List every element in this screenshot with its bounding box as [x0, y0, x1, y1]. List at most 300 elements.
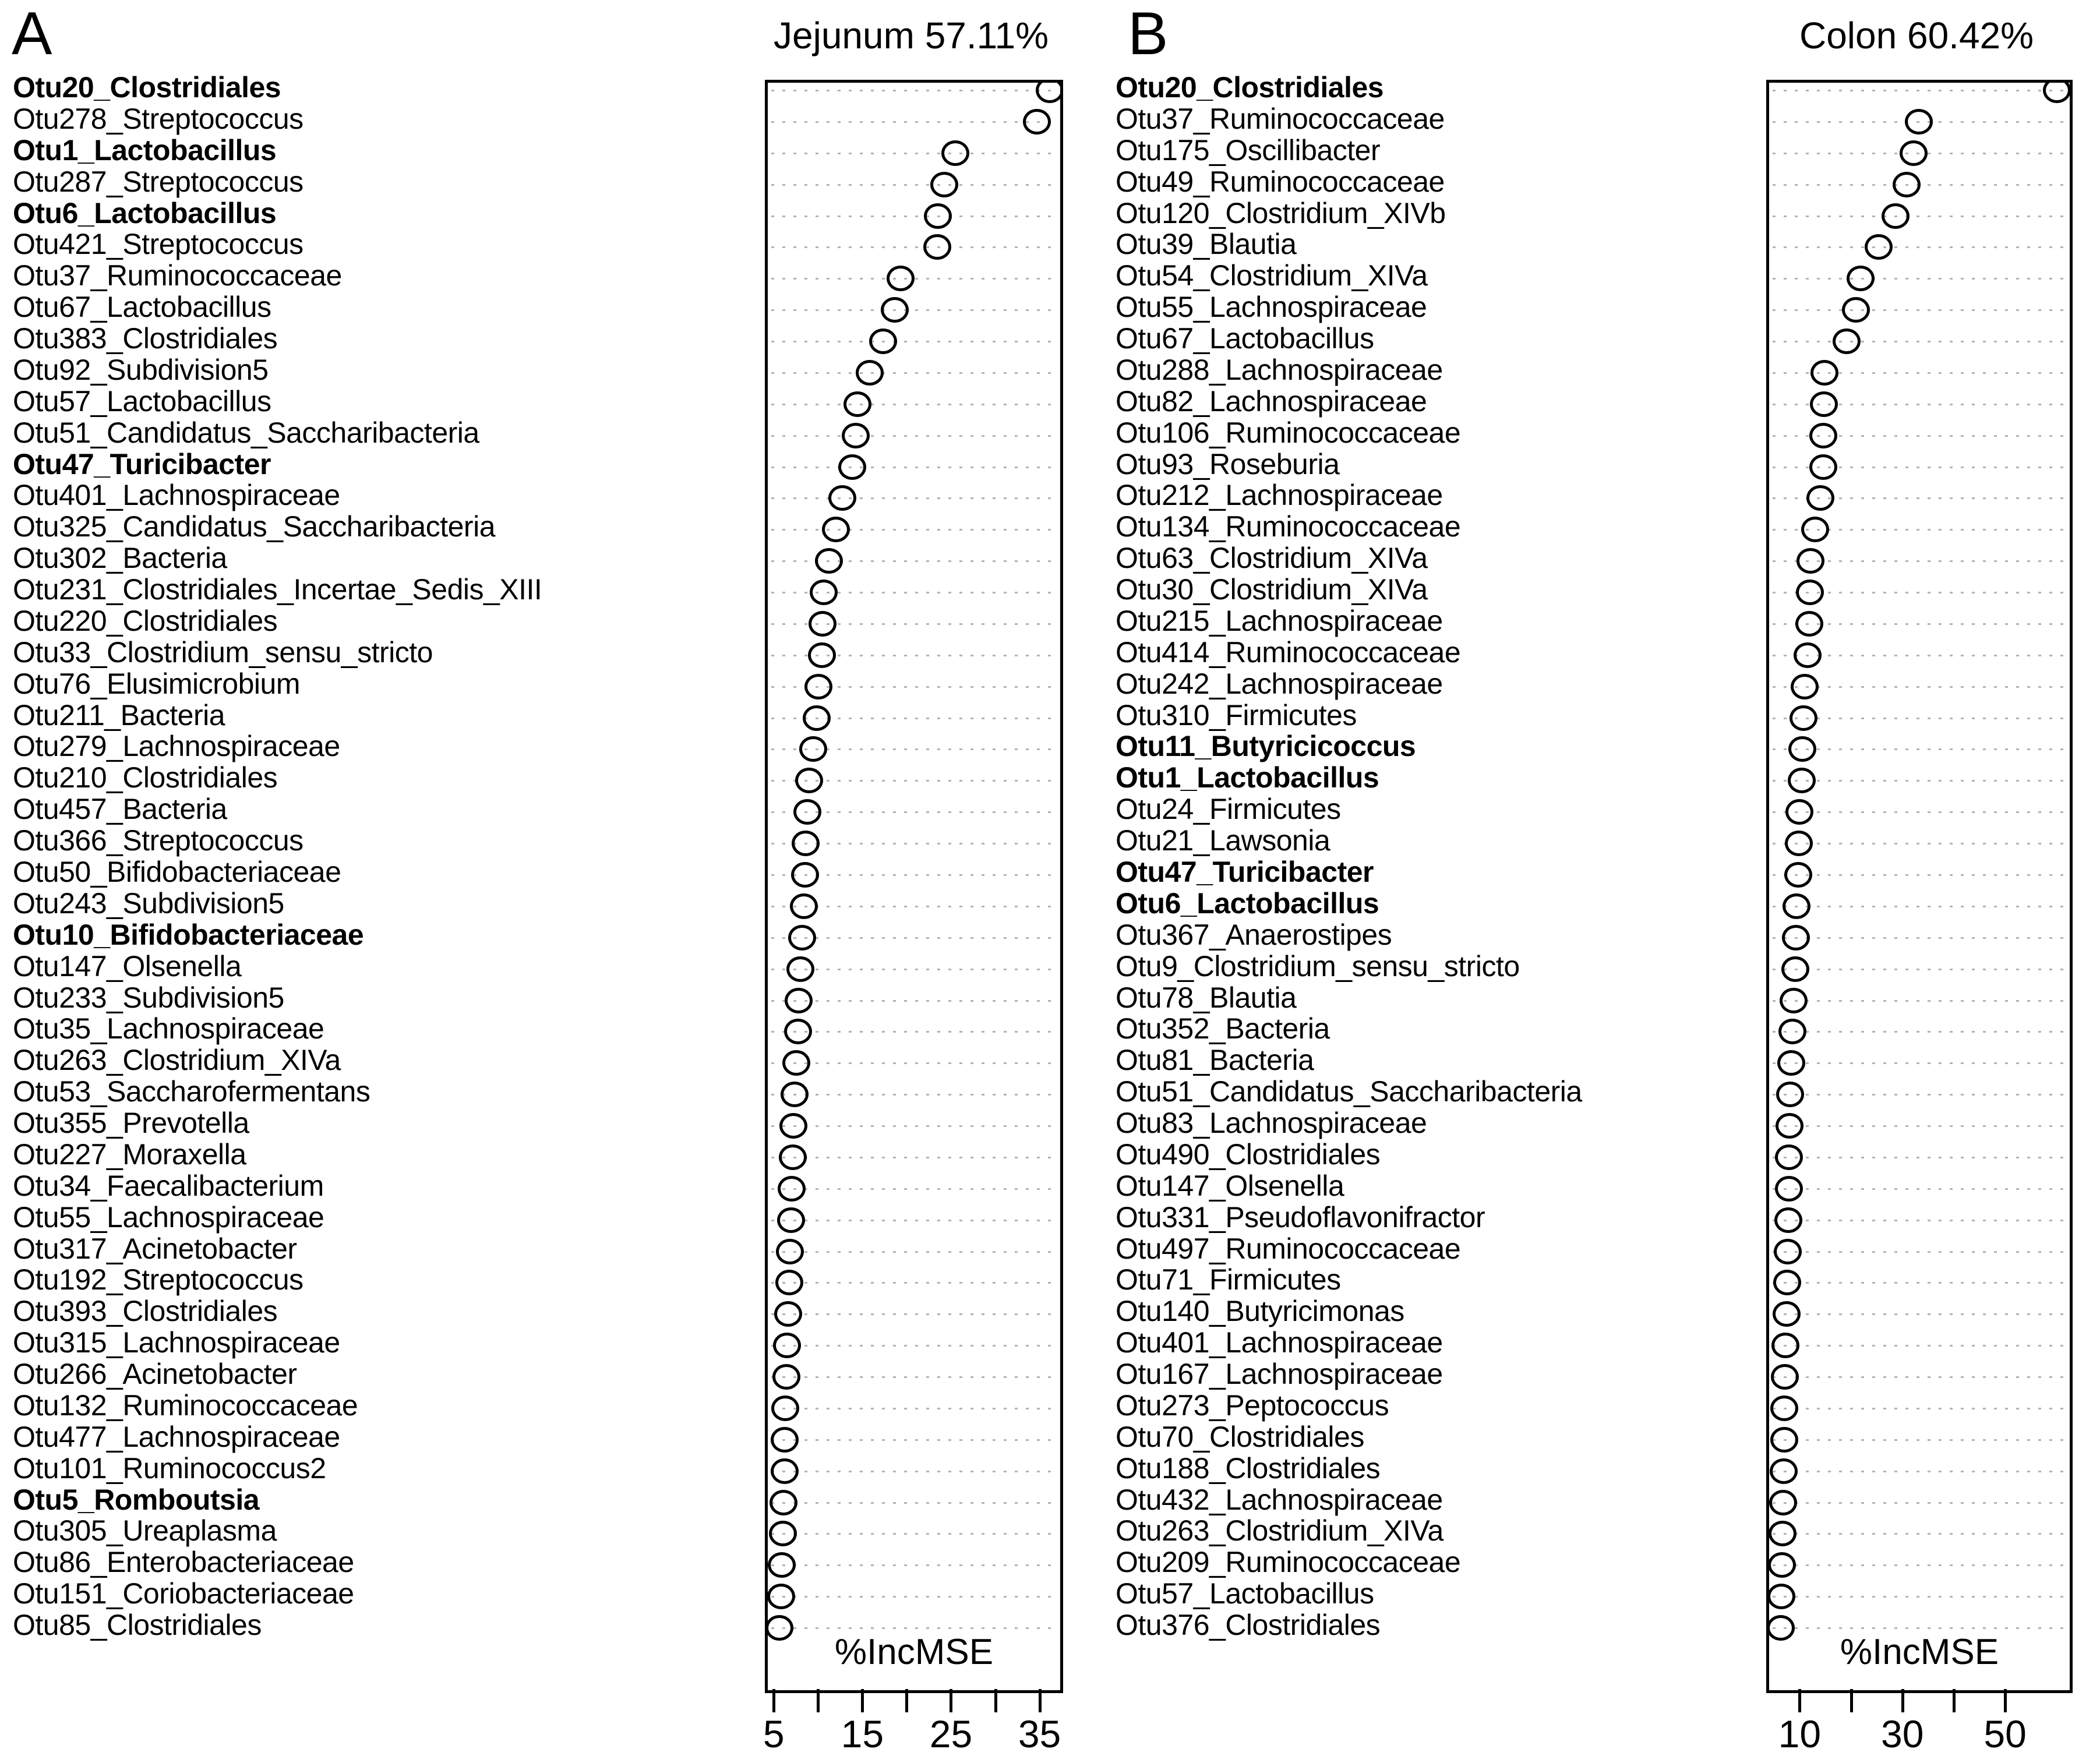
otu-label: Otu302_Bacteria: [13, 542, 227, 575]
otu-label: Otu47_Turicibacter: [13, 447, 271, 481]
importance-point: [1900, 140, 1928, 166]
otu-label: Otu175_Oscillibacter: [1116, 133, 1381, 167]
x-axis-label-a: %IncMSE: [834, 1632, 994, 1672]
otu-label: Otu35_Lachnospiraceae: [13, 1012, 324, 1045]
row-gridline: [771, 435, 1057, 437]
x-axis-tick: [905, 1689, 908, 1712]
row-gridline: [1773, 435, 2066, 437]
otu-label: Otu53_Saccharofermentans: [13, 1075, 370, 1108]
otu-label: Otu67_Lactobacillus: [13, 291, 271, 324]
row-gridline: [771, 811, 1057, 813]
row-gridline: [1773, 1564, 2066, 1566]
row-gridline: [1773, 1251, 2066, 1253]
row-gridline: [771, 153, 1057, 154]
row-gridline: [1773, 1157, 2066, 1158]
importance-point: [1797, 548, 1824, 574]
otu-label: Otu20_Clostridiales: [1116, 71, 1384, 104]
otu-label: Otu54_Clostridium_XIVa: [1116, 259, 1428, 292]
importance-point: [1784, 862, 1812, 888]
otu-label: Otu10_Bifidobacteriaceae: [13, 918, 364, 951]
importance-point: [771, 1458, 799, 1484]
otu-label: Otu242_Lachnospiraceae: [1116, 667, 1443, 700]
otu-label: Otu477_Lachnospiraceae: [13, 1420, 340, 1453]
importance-point: [1782, 925, 1810, 951]
importance-point: [776, 1239, 804, 1264]
importance-point: [1023, 109, 1051, 135]
otu-label: Otu325_Candidatus_Saccharibacteria: [13, 510, 495, 543]
x-axis-tick-label: 5: [763, 1712, 785, 1755]
row-gridline: [771, 1188, 1057, 1190]
otu-label: Otu47_Turicibacter: [1116, 856, 1374, 888]
row-gridline: [1773, 246, 2066, 248]
row-gridline: [771, 718, 1057, 719]
importance-point: [792, 831, 820, 856]
row-gridline: [1773, 592, 2066, 593]
otu-label: Otu120_Clostridium_XIVb: [1116, 196, 1446, 229]
otu-label: Otu383_Clostridiales: [13, 322, 278, 355]
importance-point: [1776, 1082, 1804, 1107]
row-gridline: [771, 843, 1057, 845]
importance-point: [771, 1427, 799, 1453]
otu-label: Otu147_Olsenella: [13, 949, 242, 983]
importance-point: [795, 768, 823, 793]
importance-point: [838, 454, 866, 480]
row-gridline: [1773, 1125, 2066, 1127]
otu-label: Otu5_Romboutsia: [13, 1483, 260, 1516]
otu-label: Otu211_Bacteria: [13, 698, 225, 732]
x-axis-tick: [1798, 1689, 1801, 1712]
importance-point: [1847, 266, 1875, 291]
importance-point: [1780, 988, 1808, 1013]
row-gridline: [1773, 1031, 2066, 1033]
importance-point: [828, 485, 856, 511]
row-gridline: [771, 1564, 1057, 1566]
otu-label: Otu367_Anaerostipes: [1116, 918, 1392, 951]
importance-point: [815, 548, 843, 574]
importance-point: [1774, 1239, 1802, 1264]
x-axis-tick: [1901, 1689, 1904, 1712]
row-gridline: [1773, 1345, 2066, 1347]
otu-label: Otu497_Ruminococcaceae: [1116, 1232, 1461, 1265]
importance-point: [778, 1176, 806, 1202]
row-gridline: [771, 1376, 1057, 1378]
otu-label: Otu288_Lachnospiraceae: [1116, 353, 1443, 386]
otu-label: Otu50_Bifidobacteriaceae: [13, 856, 341, 888]
importance-point: [1774, 1207, 1802, 1233]
row-gridline: [771, 780, 1057, 782]
importance-point: [782, 1050, 810, 1076]
otu-label: Otu85_Clostridiales: [13, 1609, 262, 1642]
importance-point: [786, 956, 814, 982]
row-gridline: [771, 1596, 1057, 1598]
importance-point: [1905, 109, 1933, 135]
otu-label: Otu81_Bacteria: [1116, 1044, 1314, 1077]
otu-label: Otu6_Lactobacillus: [1116, 886, 1379, 920]
otu-label: Otu93_Roseburia: [1116, 447, 1340, 481]
importance-point: [1770, 1458, 1798, 1484]
row-gridline: [771, 1408, 1057, 1409]
otu-label: Otu1_Lactobacillus: [1116, 761, 1379, 794]
row-gridline: [1773, 341, 2066, 342]
row-gridline: [771, 1313, 1057, 1315]
otu-label: Otu401_Lachnospiraceae: [1116, 1326, 1443, 1359]
otu-label: Otu55_Lachnospiraceae: [1116, 291, 1427, 324]
otu-label: Otu393_Clostridiales: [13, 1295, 278, 1328]
row-gridline: [771, 529, 1057, 531]
row-gridline: [1773, 937, 2066, 939]
importance-point: [769, 1521, 797, 1546]
otu-label: Otu490_Clostridiales: [1116, 1137, 1381, 1171]
otu-label: Otu210_Clostridiales: [13, 761, 278, 794]
row-gridline: [1773, 1471, 2066, 1472]
otu-label: Otu34_Faecalibacterium: [13, 1169, 324, 1202]
importance-point: [788, 925, 816, 951]
importance-point: [1809, 454, 1837, 480]
panel-letter-b: B: [1128, 0, 1169, 68]
row-gridline: [771, 1157, 1057, 1158]
importance-point: [1785, 799, 1813, 825]
row-gridline: [1773, 529, 2066, 531]
x-axis-tick: [1039, 1689, 1042, 1712]
importance-point: [1795, 611, 1823, 637]
importance-point: [843, 391, 871, 417]
row-gridline: [771, 1094, 1057, 1096]
importance-point: [1768, 1552, 1796, 1578]
row-gridline: [771, 341, 1057, 342]
row-gridline: [1773, 1062, 2066, 1064]
importance-point: [856, 360, 884, 386]
x-axis-tick: [994, 1689, 997, 1712]
otu-label: Otu37_Ruminococcaceae: [1116, 102, 1445, 135]
row-gridline: [1773, 1094, 2066, 1096]
row-gridline: [1773, 1502, 2066, 1504]
row-gridline: [771, 1220, 1057, 1221]
otu-label: Otu11_Butyricicoccus: [1116, 730, 1416, 763]
otu-label: Otu70_Clostridiales: [1116, 1420, 1364, 1453]
otu-label: Otu132_Ruminococcaceae: [13, 1389, 358, 1422]
plot-title-colon: Colon 60.42%: [1799, 15, 2034, 56]
importance-point: [1790, 705, 1817, 731]
row-gridline: [1773, 1533, 2066, 1535]
otu-label: Otu352_Bacteria: [1116, 1012, 1330, 1045]
row-gridline: [1773, 874, 2066, 876]
row-gridline: [771, 1471, 1057, 1472]
row-gridline: [1773, 906, 2066, 907]
row-gridline: [771, 937, 1057, 939]
otu-label: Otu273_Peptococcus: [1116, 1389, 1389, 1422]
row-gridline: [771, 404, 1057, 405]
x-axis-tick: [2004, 1689, 2007, 1712]
importance-point: [1776, 1113, 1803, 1139]
x-axis-tick-label: 50: [1983, 1712, 2027, 1755]
otu-label: Otu231_Clostridiales_Incertae_Sedis_XIII: [13, 573, 542, 606]
importance-point: [771, 1395, 799, 1421]
row-gridline: [771, 309, 1057, 311]
row-gridline: [1773, 655, 2066, 656]
otu-label: Otu6_Lactobacillus: [13, 196, 277, 229]
row-gridline: [771, 1439, 1057, 1441]
otu-label: Otu317_Acinetobacter: [13, 1232, 297, 1265]
importance-point: [869, 328, 897, 354]
otu-label: Otu278_Streptococcus: [13, 102, 303, 135]
otu-label: Otu92_Subdivision5: [13, 353, 269, 386]
x-axis-tick-label: 15: [841, 1712, 884, 1755]
row-gridline: [1773, 1627, 2066, 1629]
importance-point: [777, 1207, 805, 1233]
importance-point: [781, 1082, 809, 1107]
importance-point: [1769, 1521, 1797, 1546]
importance-point: [767, 1584, 795, 1609]
row-gridline: [771, 497, 1057, 499]
importance-point: [785, 988, 813, 1013]
importance-point: [1893, 172, 1921, 197]
row-gridline: [1773, 309, 2066, 311]
importance-point: [790, 893, 818, 919]
row-gridline: [771, 1282, 1057, 1284]
importance-point: [1865, 234, 1893, 260]
otu-label: Otu33_Clostridium_sensu_stricto: [13, 635, 433, 669]
importance-point: [1773, 1270, 1801, 1295]
row-gridline: [1773, 153, 2066, 154]
row-gridline: [1773, 560, 2066, 562]
importance-point: [1785, 831, 1813, 856]
x-axis-tick: [1953, 1689, 1956, 1712]
otu-label: Otu37_Ruminococcaceae: [13, 259, 342, 292]
plot-title-jejunum: Jejunum 57.11%: [774, 15, 1049, 56]
row-gridline: [1773, 843, 2066, 845]
row-gridline: [1773, 1596, 2066, 1598]
importance-point: [1794, 642, 1822, 668]
otu-label: Otu63_Clostridium_XIVa: [1116, 542, 1428, 575]
otu-label: Otu305_Ureaplasma: [13, 1514, 277, 1548]
importance-point: [2043, 80, 2071, 103]
row-gridline: [771, 1251, 1057, 1253]
importance-point: [1036, 80, 1063, 103]
row-gridline: [771, 121, 1057, 123]
row-gridline: [1773, 1000, 2066, 1002]
otu-label: Otu192_Streptococcus: [13, 1263, 303, 1296]
otu-label: Otu215_Lachnospiraceae: [1116, 604, 1443, 637]
importance-point: [770, 1490, 797, 1515]
otu-label: Otu55_Lachnospiraceae: [13, 1200, 324, 1234]
row-gridline: [1773, 278, 2066, 280]
otu-label: Otu266_Acinetobacter: [13, 1358, 297, 1391]
row-gridline: [771, 246, 1057, 248]
importance-point: [768, 1552, 796, 1578]
otu-label: Otu401_Lachnospiraceae: [13, 479, 340, 512]
importance-point: [1773, 1301, 1801, 1327]
otu-label: Otu39_Blautia: [1116, 228, 1297, 261]
row-gridline: [1773, 467, 2066, 468]
otu-label: Otu82_Lachnospiraceae: [1116, 384, 1427, 418]
importance-point: [1767, 1584, 1795, 1609]
otu-label: Otu310_Firmicutes: [1116, 698, 1357, 732]
otu-label: Otu263_Clostridium_XIVa: [1116, 1514, 1443, 1548]
row-gridline: [771, 1533, 1057, 1535]
otu-label: Otu57_Lactobacillus: [13, 384, 271, 418]
row-gridline: [771, 90, 1057, 91]
row-gridline: [771, 215, 1057, 217]
otu-label: Otu432_Lachnospiraceae: [1116, 1483, 1443, 1516]
row-gridline: [771, 184, 1057, 186]
row-gridline: [1773, 1282, 2066, 1284]
otu-label: Otu263_Clostridium_XIVa: [13, 1044, 341, 1077]
row-gridline: [1773, 497, 2066, 499]
otu-label: Otu279_Lachnospiraceae: [13, 730, 340, 763]
otu-label: Otu21_Lawsonia: [1116, 824, 1330, 857]
importance-point: [1769, 1490, 1797, 1515]
importance-point: [784, 1019, 812, 1044]
otu-label: Otu151_Coriobacteriaceae: [13, 1577, 354, 1610]
importance-point: [803, 705, 831, 731]
otu-label: Otu220_Clostridiales: [13, 604, 278, 637]
otu-label: Otu101_Ruminococcus2: [13, 1451, 326, 1485]
otu-label: Otu76_Elusimicrobium: [13, 667, 300, 700]
importance-point: [1778, 1019, 1806, 1044]
x-axis-tick: [950, 1689, 952, 1712]
importance-point: [793, 799, 821, 825]
importance-point: [1770, 1427, 1798, 1453]
row-gridline: [1773, 780, 2066, 782]
otu-label: Otu106_Ruminococcaceae: [1116, 416, 1461, 449]
row-gridline: [1773, 1376, 2066, 1378]
otu-label: Otu51_Candidatus_Saccharibacteria: [1116, 1075, 1582, 1108]
importance-point: [1770, 1395, 1798, 1421]
x-axis-label-b: %IncMSE: [1840, 1632, 1999, 1672]
importance-point: [773, 1333, 801, 1358]
x-axis-tick: [772, 1689, 775, 1712]
otu-label: Otu366_Streptococcus: [13, 824, 303, 857]
importance-point: [1771, 1333, 1799, 1358]
importance-point: [1767, 1615, 1795, 1641]
row-gridline: [771, 623, 1057, 625]
row-gridline: [1773, 184, 2066, 186]
x-axis-tick: [861, 1689, 864, 1712]
importance-point: [772, 1364, 800, 1390]
row-gridline: [771, 1000, 1057, 1002]
importance-point: [804, 674, 832, 699]
row-gridline: [1773, 718, 2066, 719]
otu-label: Otu49_Ruminococcaceae: [1116, 165, 1445, 198]
importance-point: [1833, 328, 1861, 354]
row-gridline: [1773, 404, 2066, 405]
importance-point: [1775, 1144, 1803, 1170]
importance-point: [1791, 674, 1819, 699]
otu-label: Otu315_Lachnospiraceae: [13, 1326, 340, 1359]
otu-label: Otu51_Candidatus_Saccharibacteria: [13, 416, 479, 449]
x-axis-tick: [817, 1689, 820, 1712]
row-gridline: [771, 906, 1057, 907]
row-gridline: [771, 1062, 1057, 1064]
importance-point: [765, 1615, 793, 1641]
otu-label: Otu376_Clostridiales: [1116, 1609, 1381, 1642]
row-gridline: [771, 1031, 1057, 1033]
otu-label: Otu86_Enterobacteriaceae: [13, 1546, 354, 1579]
otu-label: Otu227_Moraxella: [13, 1137, 246, 1171]
otu-label: Otu83_Lachnospiraceae: [1116, 1107, 1427, 1140]
importance-point: [941, 140, 969, 166]
row-gridline: [771, 467, 1057, 468]
row-gridline: [1773, 686, 2066, 688]
otu-label: Otu20_Clostridiales: [13, 71, 281, 104]
importance-point: [808, 642, 836, 668]
row-gridline: [1773, 969, 2066, 970]
importance-point: [775, 1270, 803, 1295]
importance-point: [1788, 736, 1816, 762]
otu-label: Otu243_Subdivision5: [13, 886, 284, 920]
importance-point: [822, 517, 850, 542]
otu-label: Otu140_Butyricimonas: [1116, 1295, 1404, 1328]
importance-point: [842, 423, 870, 448]
row-gridline: [1773, 748, 2066, 750]
otu-label: Otu57_Lactobacillus: [1116, 1577, 1374, 1610]
importance-point: [799, 736, 827, 762]
otu-label: Otu188_Clostridiales: [1116, 1451, 1381, 1485]
row-gridline: [771, 372, 1057, 374]
importance-point: [809, 611, 837, 637]
row-gridline: [1773, 1220, 2066, 1221]
importance-point: [1842, 297, 1870, 323]
otu-label: Otu9_Clostridium_sensu_stricto: [1116, 949, 1520, 983]
otu-label: Otu331_Pseudoflavonifractor: [1116, 1200, 1485, 1234]
plot-area-a: [765, 80, 1063, 1693]
row-gridline: [771, 748, 1057, 750]
row-gridline: [1773, 1188, 2066, 1190]
plot-area-b: [1766, 80, 2073, 1693]
panel-letter-a: A: [12, 0, 52, 68]
row-gridline: [1773, 215, 2066, 217]
row-gridline: [771, 278, 1057, 280]
otu-label: Otu71_Firmicutes: [1116, 1263, 1341, 1296]
otu-label: Otu1_Lactobacillus: [13, 133, 277, 167]
row-gridline: [771, 969, 1057, 970]
importance-point: [1801, 517, 1829, 542]
importance-point: [887, 266, 915, 291]
otu-label: Otu24_Firmicutes: [1116, 793, 1341, 826]
otu-label: Otu209_Ruminococcaceae: [1116, 1546, 1461, 1579]
importance-point: [1809, 423, 1837, 448]
otu-label: Otu212_Lachnospiraceae: [1116, 479, 1443, 512]
otu-label: Otu287_Streptococcus: [13, 165, 303, 198]
importance-point: [930, 172, 958, 197]
importance-point: [1882, 203, 1910, 229]
importance-point: [1810, 360, 1838, 386]
importance-point: [810, 580, 838, 605]
otu-label: Otu355_Prevotella: [13, 1107, 249, 1140]
otu-label: Otu414_Ruminococcaceae: [1116, 635, 1461, 669]
importance-point: [1777, 1050, 1805, 1076]
x-axis-tick-label: 30: [1881, 1712, 1924, 1755]
importance-point: [774, 1301, 802, 1327]
row-gridline: [1773, 90, 2066, 91]
otu-label: Otu30_Clostridium_XIVa: [1116, 573, 1428, 606]
importance-point: [923, 234, 951, 260]
importance-point: [779, 1144, 807, 1170]
row-gridline: [1773, 121, 2066, 123]
otu-label: Otu167_Lachnospiraceae: [1116, 1358, 1443, 1391]
row-gridline: [771, 686, 1057, 688]
importance-point: [779, 1113, 807, 1139]
row-gridline: [771, 874, 1057, 876]
row-gridline: [771, 655, 1057, 656]
importance-point: [1788, 768, 1816, 793]
x-axis-tick-label: 10: [1778, 1712, 1822, 1755]
importance-point: [1783, 893, 1810, 919]
otu-label: Otu421_Streptococcus: [13, 228, 303, 261]
x-axis-tick-label: 25: [929, 1712, 973, 1755]
row-gridline: [771, 592, 1057, 593]
row-gridline: [1773, 811, 2066, 813]
